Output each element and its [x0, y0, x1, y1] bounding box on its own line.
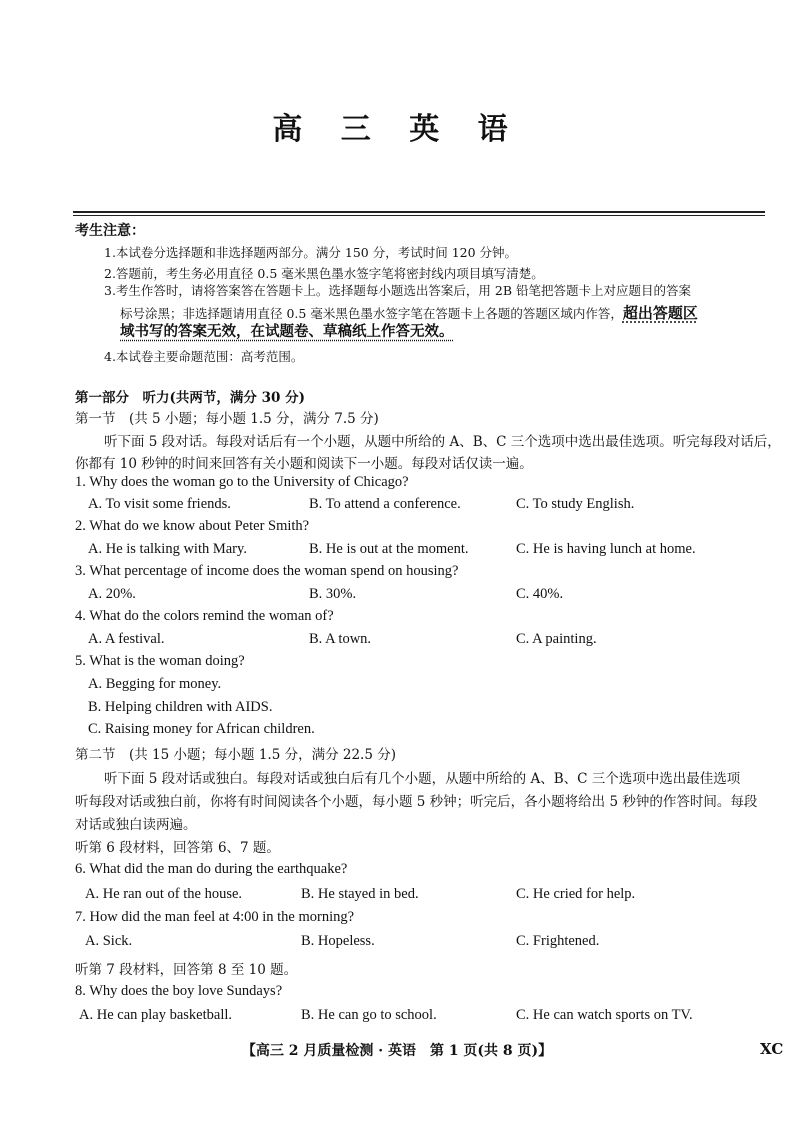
- notice-heading: 考生注意：: [75, 223, 145, 239]
- q4-option-b: B. A town.: [309, 631, 372, 647]
- q2-stem: 2. What do we know about Peter Smith?: [75, 518, 310, 534]
- page-footer: 【高三 2 月质量检测 · 英语 第 1 页(共 8 页)】: [241, 1043, 553, 1059]
- notice-item-1: 1.本试卷分选择题和非选择题两部分。满分 150 分，考试时间 120 分钟。: [104, 245, 518, 260]
- q6-option-c: C. He cried for help.: [516, 886, 636, 902]
- section1-instruction-2: 你都有 10 秒钟的时间来回答有关小题和阅读下一小题。每段对话仅读一遍。: [75, 456, 533, 472]
- q7-stem: 7. How did the man feel at 4:00 in the morning?: [75, 909, 355, 925]
- divider-thick: [73, 211, 765, 213]
- section1-heading: 第一节 (共 5 小题；每小题 1.5 分，满分 7.5 分): [75, 411, 379, 427]
- material-6-instruction: 听第 6 段材料，回答第 6、7 题。: [75, 840, 280, 856]
- q3-option-c: C. 40%.: [516, 586, 564, 602]
- notice-item-2: 2.答题前，考生务必用直径 0.5 毫米黑色墨水签字笔将密封线内项目填写清楚。: [104, 266, 544, 281]
- notice-emphasis-2: 域书写的答案无效，在试题卷、草稿纸上作答无效。: [120, 323, 454, 340]
- section1-instruction-1: 听下面 5 段对话。每段对话后有一个小题，从题中所给的 A、B、C 三个选项中选出最佳选项。听完每段对话后，: [104, 434, 781, 450]
- q8-stem: 8. Why does the boy love Sundays?: [75, 983, 283, 999]
- section2-instruction-3: 对话或独白读两遍。: [75, 817, 197, 833]
- q5-option-c: C. Raising money for African children.: [88, 721, 315, 737]
- section2-instruction-2: 听每段对话或独白前，你将有时间阅读各个小题，每小题 5 秒钟；听完后，各小题将给出 5 秒钟的作答时间。每段: [75, 794, 758, 810]
- q3-stem: 3. What percentage of income does the woman spend on housing?: [75, 563, 459, 579]
- q5-stem: 5. What is the woman doing?: [75, 653, 245, 669]
- q1-option-a: A. To visit some friends.: [88, 496, 231, 512]
- q8-option-b: B. He can go to school.: [301, 1007, 437, 1023]
- q5-option-b: B. Helping children with AIDS.: [88, 699, 273, 715]
- q7-option-a: A. Sick.: [85, 933, 133, 949]
- q4-stem: 4. What do the colors remind the woman of?: [75, 608, 334, 624]
- q8-option-c: C. He can watch sports on TV.: [516, 1007, 693, 1023]
- q8-option-a: A. He can play basketball.: [79, 1007, 233, 1023]
- section2-heading: 第二节 (共 15 小题；每小题 1.5 分，满分 22.5 分): [75, 747, 396, 763]
- q3-option-a: A. 20%.: [88, 586, 136, 602]
- q1-option-b: B. To attend a conference.: [309, 496, 461, 512]
- notice-emphasis-1: 超出答题区: [622, 304, 698, 322]
- q6-stem: 6. What did the man do during the earthquake?: [75, 861, 348, 877]
- notice-item-4: 4.本试卷主要命题范围：高考范围。: [104, 349, 304, 364]
- notice-item-3: 3.考生作答时，请将答案答在答题卡上。选择题每小题选出答案后，用 2B 铅笔把答题卡上对应题目的答案: [104, 283, 692, 298]
- divider-thin: [73, 215, 765, 216]
- q1-option-c: C. To study English.: [516, 496, 635, 512]
- q5-option-a: A. Begging for money.: [88, 676, 222, 692]
- section2-instruction-1: 听下面 5 段对话或独白。每段对话或独白后有几个小题，从题中所给的 A、B、C 三个选项中选出最佳选项: [104, 771, 741, 787]
- q6-option-b: B. He stayed in bed.: [301, 886, 419, 902]
- q4-option-c: C. A painting.: [516, 631, 597, 647]
- q2-option-b: B. He is out at the moment.: [309, 541, 469, 557]
- page-title: 高 三 英 语: [272, 112, 522, 147]
- notice-item-3-line2: 标号涂黑；非选择题请用直径 0.5 毫米黑色墨水签字笔在答题卡上各题的答题区域内作答，: [120, 306, 623, 321]
- q2-option-c: C. He is having lunch at home.: [516, 541, 696, 557]
- corner-mark: XC: [760, 1040, 784, 1058]
- q7-option-c: C. Frightened.: [516, 933, 600, 949]
- q4-option-a: A. A festival.: [88, 631, 165, 647]
- q7-option-b: B. Hopeless.: [301, 933, 375, 949]
- q3-option-b: B. 30%.: [309, 586, 357, 602]
- q2-option-a: A. He is talking with Mary.: [88, 541, 247, 557]
- q6-option-a: A. He ran out of the house.: [85, 886, 243, 902]
- part1-heading: 第一部分 听力(共两节，满分 30 分): [75, 390, 305, 406]
- q1-stem: 1. Why does the woman go to the University of Chicago?: [75, 474, 409, 490]
- material-7-instruction: 听第 7 段材料，回答第 8 至 10 题。: [75, 962, 298, 978]
